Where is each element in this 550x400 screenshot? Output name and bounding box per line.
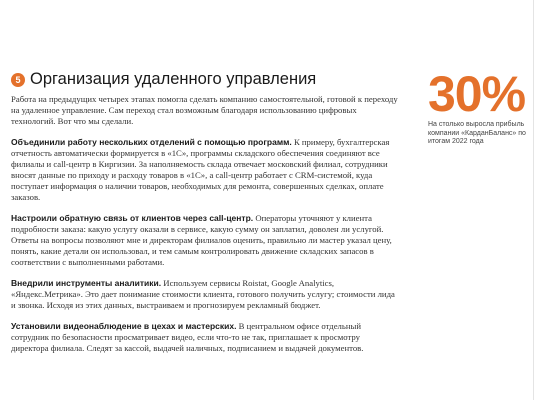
- paragraph-programs: [11, 137, 399, 203]
- section-heading: [11, 70, 399, 89]
- paragraph-lead: Установили видеонаблюдение в цехах и мастерских.: [11, 321, 237, 331]
- section-title: Организация удаленного управления: [30, 70, 317, 88]
- paragraph-lead: Внедрили инструменты аналитики.: [11, 278, 162, 288]
- paragraph-analytics: [11, 278, 399, 311]
- stat-callout: [428, 66, 538, 147]
- intro-paragraph: Работа на предыдущих четырех этапах помогла сделать компанию самостоятельной, готовой к переходу на удаленное управление. Сам переход стал возможным благодаря использованию цифровых технологий. Вот что мы сделали.: [11, 94, 398, 126]
- paragraph-feedback: [11, 213, 399, 268]
- paragraph-body: В центральном офисе отдельный сотрудник по безопасности просматривает видео, если что-то не так, приглашает к просмотру директора филиала. Следят за кассой, выдачей наличных, подписанием и выдачей документов.: [11, 321, 364, 353]
- paragraph-video: [11, 321, 399, 354]
- stat-value: 30%: [428, 66, 526, 122]
- article-section: [11, 70, 399, 364]
- step-number-badge: 5: [11, 73, 25, 87]
- paragraph-body: Операторы уточняют у клиента подробности заказа: какую услугу оказали в сервисе, какую сумму он заплатил, доволен ли услугой. Ответы на вопросы позволяют мне и директорам филиалов оценить, правильно ли мастер указал цену, понять, какие детали он использовал, и тем самым контролировать движение складских запасов в соответствии с выполненными работами.: [11, 213, 392, 267]
- paragraph-body: К примеру, бухгалтерская отчетность автоматически формируется в «1С», программы складского обеспечения соединяют все филиалы и call-центр в Киргизии. За наполняемость склада отвечает московский филиал, сотрудники вносят данные по приходу и расходу товаров в «1С», а call-центр работает с CRM-системой, куда поступает информация о наличии товаров, необходимых для ремонта, совершенных сделках, оплате заказов.: [11, 137, 390, 202]
- paragraph-body: Используем сервисы Roistat, Google Analytics, «Яндекс.Метрика». Это дает понимание стоимости клиента, готового получить услугу; стоимости лида и звонка. Исходя из этих данных, выстраиваем и прогнозируем рекламный бюджет.: [11, 278, 395, 310]
- paragraph-lead: Настроили обратную связь от клиентов через call-центр.: [11, 213, 254, 223]
- paragraph-lead: Объединили работу нескольких отделений с помощью программ.: [11, 137, 292, 147]
- stat-caption: На столько выросла прибыль компании «КарданБаланс» по итогам 2022 года: [428, 121, 526, 145]
